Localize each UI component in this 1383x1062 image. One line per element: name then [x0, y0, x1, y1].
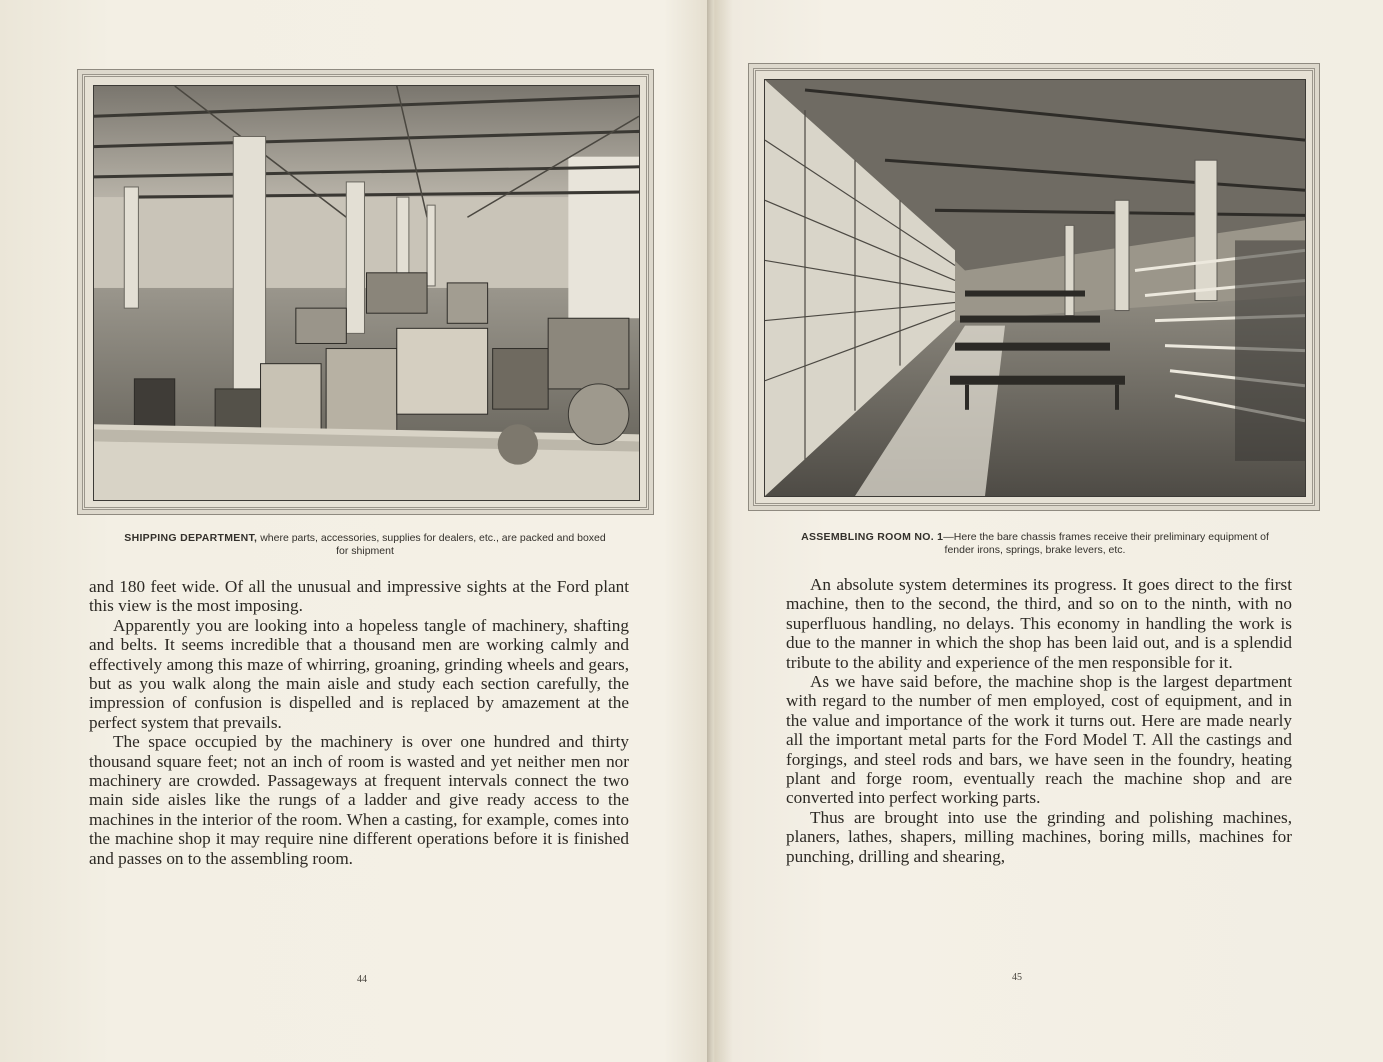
paragraph: The space occupied by the machinery is over one hundred and thirty thousand square feet; not an inch of room is wasted and yet neither men nor machinery are crowded. Passageways at frequent intervals connect the two main side aisles like the rungs of a ladder and give ready access to the machines in the interior of the room. When a casting, for example, comes into the machine shop it may require nine different operations before it is finished and passes on to the assembling room.: [89, 732, 629, 868]
paragraph: and 180 feet wide. Of all the unusual and impressive sights at the Ford plant this view is the most imposing.: [89, 577, 629, 616]
paragraph: An absolute system determines its progress. It goes direct to the first machine, then to the second, the third, and so on to the ninth, with no superfluous handling, no delays. This economy in handling the work is due to the manner in which the shop has been laid out, and is a splendid tribute to the ability and experience of the men responsible for it.: [786, 575, 1292, 672]
caption-text: —Here the bare chassis frames receive their preliminary equipment of fender irons, springs, brake levers, etc.: [943, 531, 1269, 556]
page-number-right: 45: [1012, 972, 1022, 983]
shipping-photo-caption: [120, 532, 610, 558]
paragraph: Apparently you are looking into a hopeless tangle of machinery, shafting and belts. It seems incredible that a thousand men are working calmly and effectively among this maze of whirring, groaning, grinding wheels and gears, but as you walk along the main aisle and study each section carefully, the impression of confusion is dispelled and is replaced by amazement at the perfect system that prevails.: [89, 615, 629, 732]
paragraph: As we have said before, the machine shop is the largest department with regard to the number of men employed, cost of equipment, and in the value and importance of the work it turns out. Here are made nearly all the important metal parts for the Ford Model T. All the castings and forgings, and steel rods and bars, we have seen in the foundry, heating plant and forge room, eventually reach the machine shop and are converted into perfect working parts.: [786, 672, 1292, 808]
shipping-photo-frame: [77, 69, 654, 515]
page-number-left: 44: [357, 974, 367, 985]
right-page: [713, 0, 1383, 1062]
caption-title: SHIPPING DEPARTMENT,: [124, 532, 258, 544]
paragraph: Thus are brought into use the grinding and polishing machines, planers, lathes, shapers, milling machines, boring mills, machines for punching, drilling and shearing,: [786, 807, 1292, 866]
assembling-room-photo: [764, 79, 1306, 497]
caption-text: where parts, accessories, supplies for dealers, etc., are packed and boxed for shipment: [260, 532, 606, 557]
right-body-text: [786, 575, 1292, 866]
assembling-photo-frame: [748, 63, 1320, 511]
shipping-department-photo: [93, 85, 640, 501]
left-body-text: [89, 577, 629, 868]
assembling-photo-caption: [785, 531, 1285, 557]
caption-title: ASSEMBLING ROOM NO. 1: [801, 531, 944, 543]
